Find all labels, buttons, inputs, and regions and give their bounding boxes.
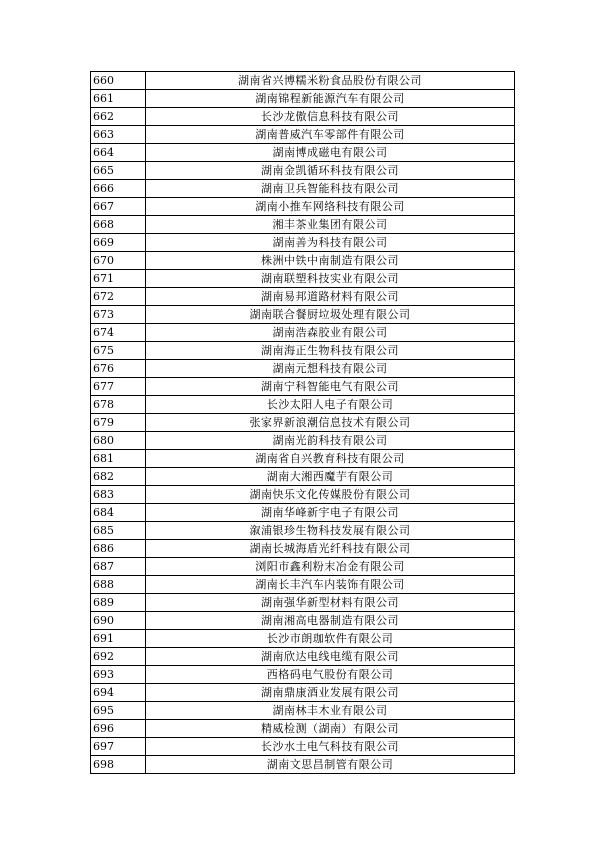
document-page	[90, 71, 512, 774]
row-number: 684	[91, 504, 146, 522]
company-name: 长沙市朗珈软件有限公司	[146, 630, 515, 648]
company-name: 湖南宁科智能电气有限公司	[146, 378, 515, 396]
row-number: 663	[91, 126, 146, 144]
row-number: 697	[91, 738, 146, 756]
company-name: 湖南光韵科技有限公司	[146, 432, 515, 450]
table-row	[91, 594, 515, 612]
table-row	[91, 720, 515, 738]
row-number: 689	[91, 594, 146, 612]
row-number: 665	[91, 162, 146, 180]
row-number: 676	[91, 360, 146, 378]
table-row	[91, 234, 515, 252]
company-name: 湖南文思昌制管有限公司	[146, 756, 515, 774]
company-name: 湖南长城海盾光纤科技有限公司	[146, 540, 515, 558]
company-name: 精威检测（湖南）有限公司	[146, 720, 515, 738]
row-number: 686	[91, 540, 146, 558]
row-number: 683	[91, 486, 146, 504]
row-number: 673	[91, 306, 146, 324]
company-name: 湖南长丰汽车内装饰有限公司	[146, 576, 515, 594]
table-row	[91, 630, 515, 648]
row-number: 692	[91, 648, 146, 666]
row-number: 670	[91, 252, 146, 270]
table-row	[91, 252, 515, 270]
table-row	[91, 648, 515, 666]
company-name: 湖南博成磁电有限公司	[146, 144, 515, 162]
table-row	[91, 72, 515, 90]
row-number: 681	[91, 450, 146, 468]
table-row	[91, 378, 515, 396]
table-row	[91, 540, 515, 558]
table-row	[91, 450, 515, 468]
table-row	[91, 522, 515, 540]
company-name: 溆浦银珍生物科技发展有限公司	[146, 522, 515, 540]
row-number: 664	[91, 144, 146, 162]
company-name: 西格码电气股份有限公司	[146, 666, 515, 684]
table-row	[91, 342, 515, 360]
row-number: 698	[91, 756, 146, 774]
row-number: 690	[91, 612, 146, 630]
company-name: 湖南强华新型材料有限公司	[146, 594, 515, 612]
row-number: 668	[91, 216, 146, 234]
table-row	[91, 468, 515, 486]
company-name: 湖南省兴博糯米粉食品股份有限公司	[146, 72, 515, 90]
table-row	[91, 324, 515, 342]
company-name: 湖南小推车网络科技有限公司	[146, 198, 515, 216]
table-row	[91, 306, 515, 324]
row-number: 672	[91, 288, 146, 306]
table-row	[91, 702, 515, 720]
company-name: 湘丰茶业集团有限公司	[146, 216, 515, 234]
company-name: 浏阳市鑫利粉末冶金有限公司	[146, 558, 515, 576]
table-row	[91, 414, 515, 432]
table-row	[91, 288, 515, 306]
table-row	[91, 108, 515, 126]
table-row	[91, 504, 515, 522]
row-number: 694	[91, 684, 146, 702]
row-number: 693	[91, 666, 146, 684]
row-number: 666	[91, 180, 146, 198]
table-row	[91, 612, 515, 630]
table-row	[91, 558, 515, 576]
row-number: 674	[91, 324, 146, 342]
row-number: 677	[91, 378, 146, 396]
table-row	[91, 576, 515, 594]
company-name: 长沙水土电气科技有限公司	[146, 738, 515, 756]
company-name: 湖南元想科技有限公司	[146, 360, 515, 378]
company-name: 湖南欣达电线电缆有限公司	[146, 648, 515, 666]
table-row	[91, 162, 515, 180]
company-name: 湖南浩森胶业有限公司	[146, 324, 515, 342]
table-row	[91, 198, 515, 216]
company-name: 长沙龙傲信息科技有限公司	[146, 108, 515, 126]
row-number: 691	[91, 630, 146, 648]
table-row	[91, 738, 515, 756]
row-number: 671	[91, 270, 146, 288]
table-row	[91, 216, 515, 234]
table-row	[91, 666, 515, 684]
table-row	[91, 90, 515, 108]
row-number: 667	[91, 198, 146, 216]
table-row	[91, 270, 515, 288]
company-name: 湖南海正生物科技有限公司	[146, 342, 515, 360]
row-number: 696	[91, 720, 146, 738]
row-number: 660	[91, 72, 146, 90]
company-name: 长沙太阳人电子有限公司	[146, 396, 515, 414]
company-name: 湖南省自兴教育科技有限公司	[146, 450, 515, 468]
row-number: 661	[91, 90, 146, 108]
table-row	[91, 432, 515, 450]
table-row	[91, 360, 515, 378]
company-name: 湖南大湘西魔芋有限公司	[146, 468, 515, 486]
company-name: 湖南快乐文化传媒股份有限公司	[146, 486, 515, 504]
row-number: 685	[91, 522, 146, 540]
table-row	[91, 756, 515, 774]
company-list-body	[91, 72, 515, 774]
row-number: 675	[91, 342, 146, 360]
table-row	[91, 144, 515, 162]
row-number: 688	[91, 576, 146, 594]
company-name: 湖南易邦道路材料有限公司	[146, 288, 515, 306]
company-name: 湖南鼎康酒业发展有限公司	[146, 684, 515, 702]
row-number: 680	[91, 432, 146, 450]
company-name: 湖南联塑科技实业有限公司	[146, 270, 515, 288]
company-name: 湖南湘高电器制造有限公司	[146, 612, 515, 630]
row-number: 682	[91, 468, 146, 486]
row-number: 679	[91, 414, 146, 432]
row-number: 662	[91, 108, 146, 126]
row-number: 669	[91, 234, 146, 252]
table-row	[91, 684, 515, 702]
company-name: 株洲中铁中南制造有限公司	[146, 252, 515, 270]
company-name: 张家界新浪潮信息技术有限公司	[146, 414, 515, 432]
table-row	[91, 126, 515, 144]
company-name: 湖南华峰新宇电子有限公司	[146, 504, 515, 522]
row-number: 687	[91, 558, 146, 576]
table-row	[91, 396, 515, 414]
company-list-table	[90, 71, 515, 774]
company-name: 湖南锦程新能源汽车有限公司	[146, 90, 515, 108]
company-name: 湖南金凯循环科技有限公司	[146, 162, 515, 180]
company-name: 湖南善为科技有限公司	[146, 234, 515, 252]
row-number: 695	[91, 702, 146, 720]
company-name: 湖南林丰木业有限公司	[146, 702, 515, 720]
table-row	[91, 486, 515, 504]
company-name: 湖南联合餐厨垃圾处理有限公司	[146, 306, 515, 324]
company-name: 湖南卫兵智能科技有限公司	[146, 180, 515, 198]
table-row	[91, 180, 515, 198]
company-name: 湖南普威汽车零部件有限公司	[146, 126, 515, 144]
row-number: 678	[91, 396, 146, 414]
